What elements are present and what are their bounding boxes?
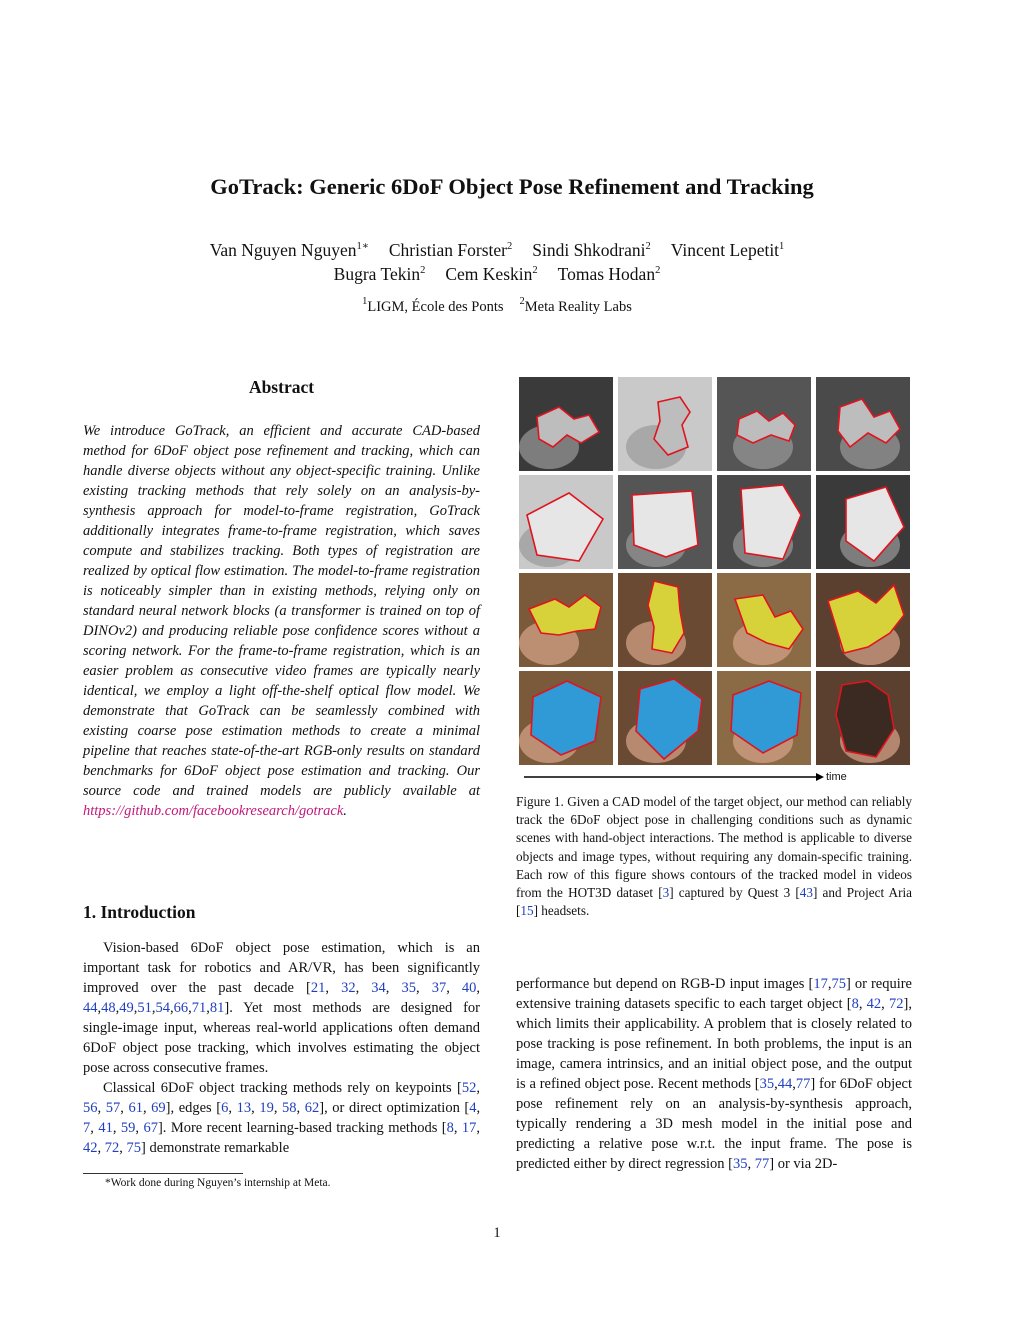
abstract-body	[83, 421, 480, 821]
citation-link[interactable]: 34	[371, 980, 386, 996]
citation-link[interactable]: 61	[128, 1100, 143, 1116]
citation-link[interactable]: 44	[83, 1000, 98, 1016]
citation-link[interactable]: 7	[83, 1120, 91, 1136]
author-name: Cem Keskin$^2$	[445, 264, 538, 284]
author-affil-mark: 2	[506, 241, 513, 252]
citation-link[interactable]: 48	[101, 1000, 116, 1016]
author-affil-mark: 2	[532, 265, 538, 276]
figure-thumbnail	[519, 377, 613, 471]
citation-link[interactable]: 8	[851, 996, 859, 1012]
figure-thumbnail	[717, 377, 811, 471]
figure-caption: Figure 1. Given a CAD model of the target object, our method can reliably track the 6DoF object pose in challenging conditions such as dynamic scenes with hand-object interactions. The method is applicable to diverse objects and image types, without requiring any domain-specific training. Each row of this figure shows contours of the tracked model in videos from the HOT3D dataset [3] captured by Quest 3 [43] and Project Aria [15] headsets.	[516, 794, 912, 919]
section-heading-introduction: 1. Introduction	[83, 902, 196, 922]
footnote-rule	[83, 1173, 243, 1174]
author-affil-mark: 2	[420, 265, 426, 276]
intro-paragraph-2: Classical 6DoF object tracking methods rely on keypoints [52, 56, 57, 61, 69], edges [6, 13, 19, 58, 62], or direct optimization [4, 7, 41, 59, 67]. More recent learning-based tracking methods [8, 17, 42, 72, 75] demonstrate remarkable	[83, 1080, 481, 1156]
figure-thumbnail	[717, 671, 811, 765]
citation-link[interactable]: 42	[83, 1140, 98, 1156]
figure-thumbnail	[816, 377, 910, 471]
affiliation: $^1$LIGM, École des Ponts	[362, 296, 504, 315]
figure-thumbnail	[717, 573, 811, 667]
citation-link[interactable]: 51	[137, 1000, 152, 1016]
abstract-text: We introduce GoTrack, an efficient and accurate CAD-based method for 6DoF object pose refinement and tracking, which can handle diverse objects without any object-specific training. Unlike existing tracking methods that rely solely on an analysis-by-synthesis approach for model-to-frame registration, GoTrack additionally integrates frame-to-frame registration, which saves compute and stabilizes tracking. Both types of registration are realized by optical flow estimation. The model-to-frame registration is noticeably simpler than in existing methods, relying only on standard neural network blocks (a transformer is trained on top of DINOv2) and producing reliable pose confidence scores without a scoring network. For the frame-to-frame registration, which is an easier problem as consecutive video frames are typically nearly identical, we employ a light off-the-shelf optical flow model. We demonstrate that GoTrack can be seamlessly combined with existing coarse pose estimation methods to create a minimal pipeline that reaches state-of-the-art RGB-only results on standard benchmarks for 6DoF object pose estimation and tracking. Our source code and trained models are publicly available at	[83, 423, 480, 799]
affiliation: $^2$Meta Reality Labs	[519, 296, 632, 315]
citation-link[interactable]: 41	[98, 1120, 113, 1136]
citation-link[interactable]: 8	[446, 1120, 454, 1136]
citation-link[interactable]: 17	[813, 976, 828, 992]
page-number: 1	[493, 1225, 501, 1241]
citation-link[interactable]: 81	[209, 1000, 225, 1016]
author-name: Sindi Shkodrani$^2$	[532, 240, 651, 260]
figure-thumbnail	[618, 377, 712, 471]
citation-link[interactable]: 40	[461, 980, 477, 996]
footnote: *Work done during Nguyen’s internship at Meta.	[105, 1177, 331, 1189]
citation-link[interactable]: 66	[173, 1000, 189, 1016]
citation-link[interactable]: 6	[221, 1100, 229, 1116]
citation-link[interactable]: 3	[662, 885, 670, 901]
citation-link[interactable]: 67	[143, 1120, 158, 1136]
citation-link[interactable]: 35	[401, 980, 416, 996]
citation-link[interactable]: 57	[105, 1100, 121, 1116]
citation-link[interactable]: 35	[733, 1156, 748, 1172]
citation-link[interactable]: 13	[236, 1100, 252, 1116]
citation-link[interactable]: 52	[461, 1080, 477, 1096]
abstract-heading: Abstract	[248, 377, 315, 397]
citation-link[interactable]: 71	[191, 1000, 207, 1016]
author-affil-mark: 2	[655, 265, 661, 276]
figure-thumbnail	[816, 475, 910, 569]
citation-link[interactable]: 75	[831, 976, 846, 992]
intro-paragraph-1: Vision-based 6DoF object pose estimation, which is an important task for robotics and AR/VR, has been significantly improved over the past decade [21, 32, 34, 35, 37, 40, 44,48,49,51,54,66,71,81]. Yet most methods are designed for single-image input, whereas real-world applications often demand 6DoF object pose tracking, which involves estimating the object pose across consecutive frames.	[83, 940, 481, 1076]
authors-line-2	[0, 264, 994, 285]
figure-thumbnail	[816, 671, 910, 765]
citation-link[interactable]: 72	[104, 1140, 120, 1156]
citation-link[interactable]: 15	[520, 903, 534, 919]
author-name: Vincent Lepetit$^1$	[670, 240, 785, 260]
citation-link[interactable]: 56	[83, 1100, 98, 1116]
intro-text	[83, 938, 480, 1158]
citation-link[interactable]: 17	[461, 1120, 477, 1136]
author-name: Van Nguyen Nguyen$^{1∗}$	[209, 240, 369, 260]
author-affil-mark: 2	[645, 241, 651, 252]
figure-thumbnail	[519, 671, 613, 765]
figure-thumbnail	[717, 475, 811, 569]
author-name: Tomas Hodan$^2$	[557, 264, 661, 284]
citation-link[interactable]: 35	[759, 1076, 775, 1092]
citation-link[interactable]: 75	[126, 1140, 141, 1156]
affiliations	[0, 296, 994, 316]
citation-link[interactable]: 54	[155, 1000, 170, 1016]
citation-link[interactable]: 59	[120, 1120, 136, 1136]
author-name: Bugra Tekin$^2$	[333, 264, 426, 284]
citation-link[interactable]: 37	[431, 980, 447, 996]
citation-link[interactable]: 62	[304, 1100, 320, 1116]
figure-thumbnail	[618, 671, 712, 765]
citation-link[interactable]: 4	[469, 1100, 477, 1116]
author-affil-mark: 1	[779, 241, 785, 252]
citation-link[interactable]: 44	[777, 1076, 793, 1092]
citation-link[interactable]: 58	[282, 1100, 297, 1116]
time-label: time	[826, 771, 847, 783]
citation-link[interactable]: 77	[754, 1156, 770, 1172]
figure-thumbnail	[816, 573, 910, 667]
citation-link[interactable]: 72	[889, 996, 904, 1012]
authors-line-1	[0, 240, 994, 261]
author-name: Christian Forster$^2$	[388, 240, 513, 260]
abstract-end: .	[343, 803, 347, 819]
code-link[interactable]: https://github.com/facebookresearch/gotrack	[83, 803, 344, 819]
figure-1-grid	[519, 377, 910, 767]
citation-link[interactable]: 32	[341, 980, 356, 996]
citation-link[interactable]: 21	[310, 980, 326, 996]
citation-link[interactable]: 77	[795, 1076, 811, 1092]
paper-title: GoTrack: Generic 6DoF Object Pose Refinement and Tracking	[210, 174, 814, 199]
citation-link[interactable]: 69	[151, 1100, 166, 1116]
citation-link[interactable]: 19	[259, 1100, 274, 1116]
figure-thumbnail	[618, 475, 712, 569]
citation-link[interactable]: 49	[119, 1000, 134, 1016]
figure-thumbnail	[618, 573, 712, 667]
figure-thumbnail	[519, 475, 613, 569]
time-arrow-icon	[524, 770, 824, 784]
figure-thumbnail	[519, 573, 613, 667]
citation-link[interactable]: 43	[799, 885, 813, 901]
right-column-text: performance but depend on RGB-D input images [17,75] or require extensive training datasets specific to each target object [8, 42, 72], which limits their applicability. A problem that is closely related to pose tracking is pose refinement. In both problems, the input is an image, camera intrinsics, and an initial object pose, and the output is a refined object pose. Recent methods [35,44,77] for 6DoF object pose refinement rely on an analysis-by-synthesis approach, typically rendering a 3D mesh model in the initial pose and predicting a relative pose w.r.t. the input frame. The pose is predicted either by direct regression [35, 77] or via 2D-	[516, 976, 912, 1172]
author-affil-mark: 1∗	[356, 241, 369, 252]
citation-link[interactable]: 42	[866, 996, 882, 1012]
